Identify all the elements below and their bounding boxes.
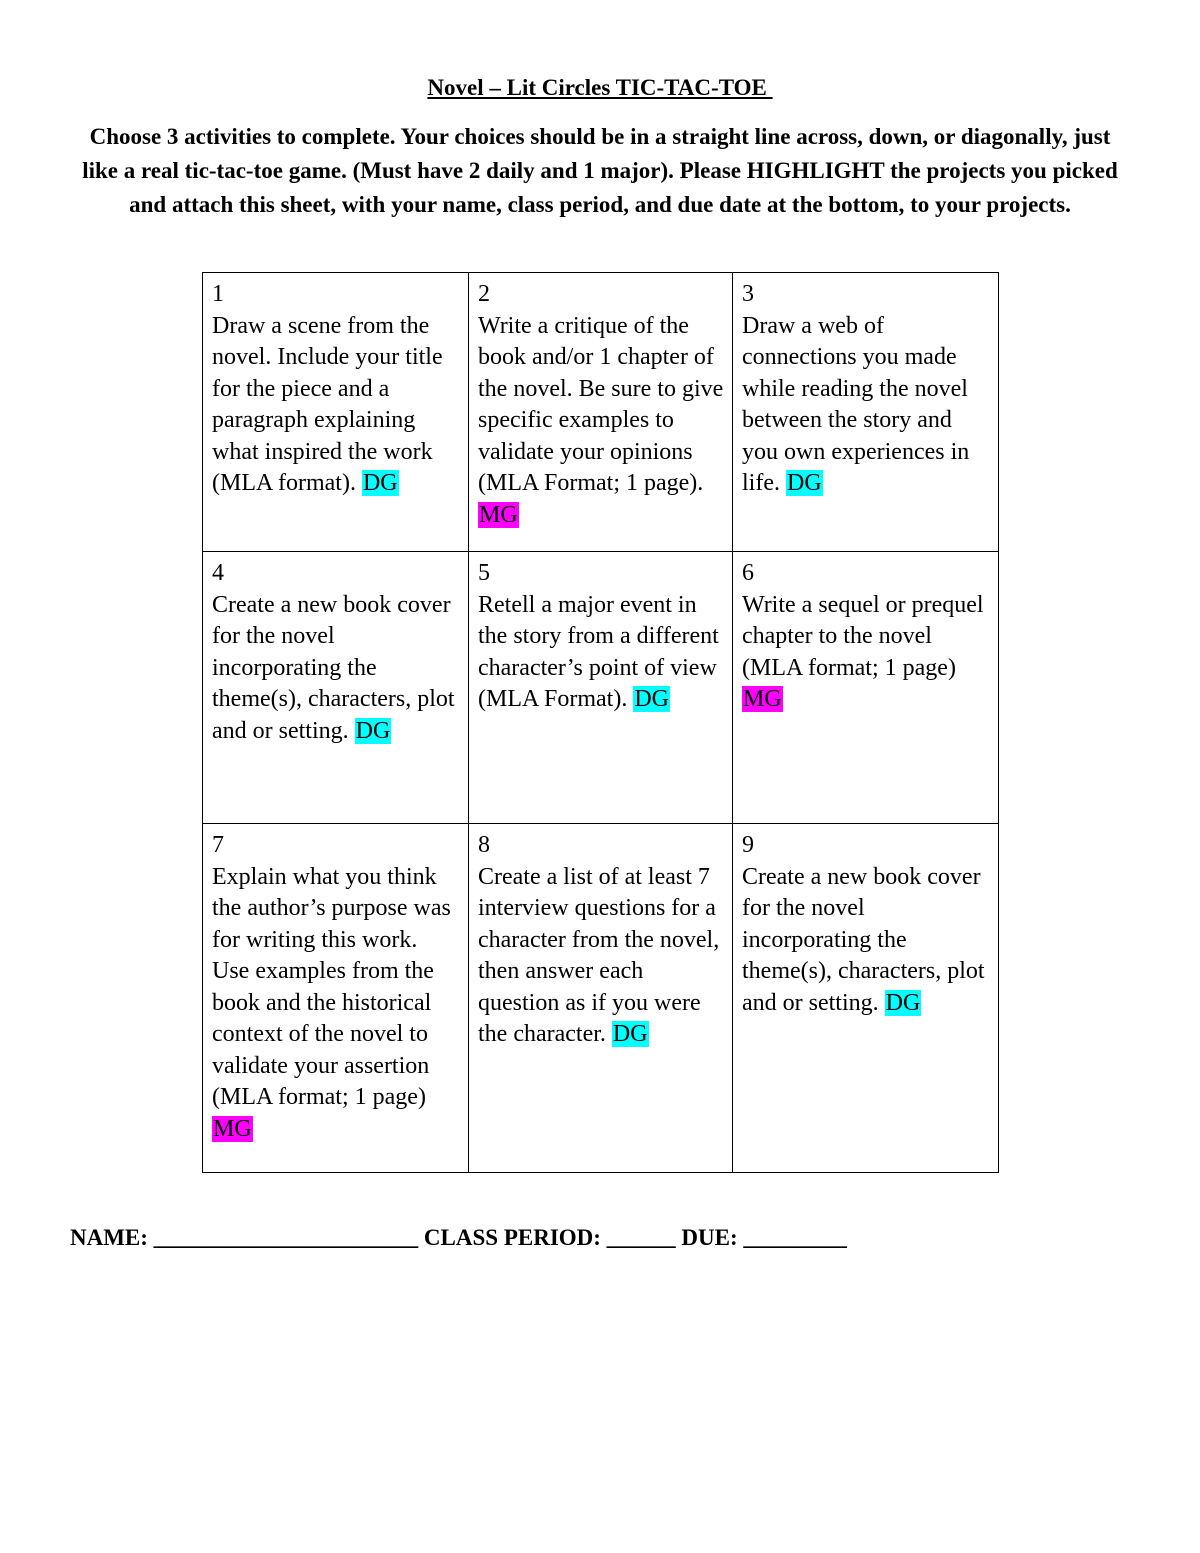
activity-cell-3 (733, 273, 999, 552)
activity-description: Explain what you think the author’s purpose was for writing this work. Use examples from the book and the historical context of the novel to validate your assertion (MLA format; 1 page) (212, 863, 451, 1110)
activity-cell-9 (733, 824, 999, 1173)
activity-number: 2 (478, 281, 490, 307)
activity-number: 5 (478, 560, 490, 586)
daily-grade-tag: DG (355, 717, 391, 744)
instructions-paragraph: Choose 3 activities to complete. Your choices should be in a straight line across, down, or diagonally, just like a real tic-tac-toe game. (Must have 2 daily and 1 major). Please HIGHLIGHT the projects you picked and attach this sheet, with your name, class period, and due date at the bottom, to your projects. (82, 124, 1118, 217)
activity-number: 7 (212, 832, 224, 858)
daily-grade-tag: DG (786, 470, 822, 496)
activity-number: 3 (742, 281, 754, 307)
activity-description: Write a critique of the book and/or 1 chapter of the novel. Be sure to give specific examples to validate your opinions (MLA Format; 1 page). (478, 312, 724, 496)
major-grade-tag: MG (479, 501, 518, 528)
activity-number: 1 (212, 281, 224, 307)
activity-cell-8 (469, 824, 733, 1173)
activity-cell-7 (203, 824, 469, 1173)
major-grade-tag: MG (743, 686, 782, 712)
activity-cell-4 (203, 552, 469, 824)
activity-number: 4 (212, 560, 224, 586)
grid-row (203, 273, 999, 552)
activity-description: Create a new book cover for the novel incorporating the theme(s), characters, plot and or setting. (742, 863, 985, 1016)
activity-description: Write a sequel or prequel chapter to the novel (MLA format; 1 page) (742, 591, 984, 681)
activity-cell-2 (469, 273, 733, 552)
daily-grade-tag: DG (634, 686, 669, 712)
activity-cell-5 (469, 552, 733, 824)
activity-description: Retell a major event in the story from a different character’s point of view (MLA Format). (478, 591, 719, 712)
page-title: Novel – Lit Circles TIC-TAC-TOE (427, 75, 773, 100)
daily-grade-tag: DG (885, 989, 921, 1016)
daily-grade-tag: DG (612, 1021, 648, 1047)
activity-number: 8 (478, 832, 490, 858)
grid-row (203, 824, 999, 1173)
student-info-line: NAME: _______________________ CLASS PERIOD: ______ DUE: _________ (70, 1225, 847, 1250)
activity-description: Draw a scene from the novel. Include your title for the piece and a paragraph explaining what inspired the work (MLA format). (212, 312, 443, 496)
tic-tac-toe-grid (202, 272, 999, 1173)
activity-description: Draw a web of connections you made while reading the novel between the story and you own experiences in life. (742, 312, 970, 496)
activity-cell-1 (203, 273, 469, 552)
activity-cell-6 (733, 552, 999, 824)
activity-description: Create a new book cover for the novel incorporating the theme(s), characters, plot and or setting. (212, 591, 455, 744)
grid-row (203, 552, 999, 824)
activity-number: 9 (742, 832, 754, 858)
activity-description: Create a list of at least 7 interview questions for a character from the novel, then answer each question as if you were the character. (478, 863, 720, 1047)
major-grade-tag: MG (213, 1115, 252, 1142)
activity-number: 6 (742, 560, 754, 586)
daily-grade-tag: DG (362, 470, 398, 496)
